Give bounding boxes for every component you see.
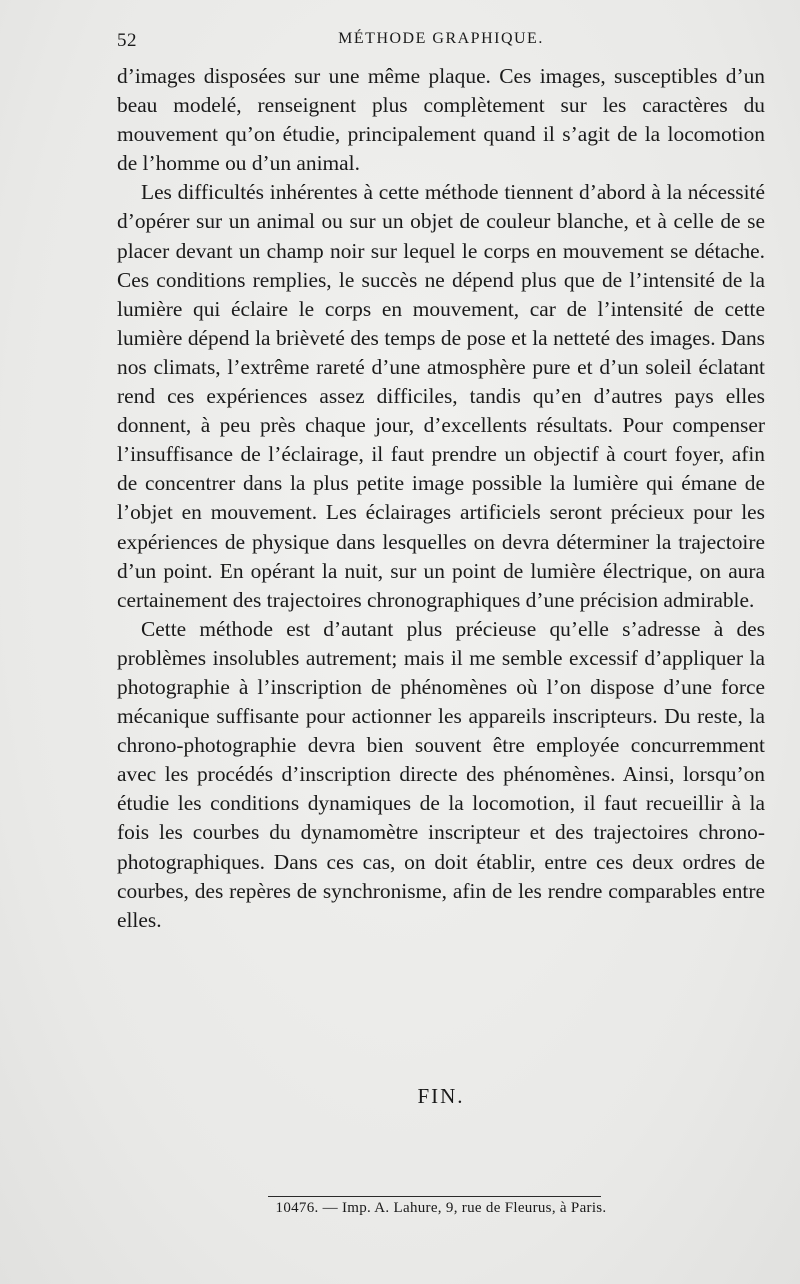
running-head (117, 30, 765, 54)
imprint-rule (268, 1196, 601, 1197)
paragraph-1: d’images disposées sur une même plaque. Ces images, susceptibles d’un beau modelé, renseignent plus complètement sur les caractères du mouvement qu’on étudie, principalement quand il s’agit de la locomotion de l’homme ou d’un animal. (117, 64, 765, 176)
body-text (117, 62, 765, 935)
printer-imprint: 10476. — Imp. A. Lahure, 9, rue de Fleurus, à Paris. (275, 1200, 607, 1216)
paragraph-2: Les difficultés inhérentes à cette méthode tiennent d’abord à la nécessité d’opérer sur un animal ou sur un objet de couleur blanche, et à celle de se placer devant un champ noir sur lequel le corps en mouvement se détache. Ces conditions remplies, le succès ne dépend plus que de l’intensité de la lumière qui éclaire le corps en mouvement, car de l’intensité de cette lumière dépend la brièveté des temps de pose et la netteté des images. Dans nos climats, l’extrême rareté d’une atmosphère pure et d’un soleil éclatant rend ces expériences assez difficiles, tandis qu’en d’autres pays elles donnent, à peu près chaque jour, d’excellents résultats. Pour compenser l’insuffisance de l’éclairage, il faut prendre un objectif à court foyer, afin de concentrer dans la plus petite image possible la lumière qui émane de l’objet en mouvement. Les éclairages artificiels seront précieux pour les expériences de physique dans lesquelles on devra déterminer la trajectoire d’un point. En opérant la nuit, sur un point de lumière électrique, on aura certainement des trajectoires chronographiques d’une précision admirable. (117, 180, 765, 612)
fin-label: FIN. (417, 1084, 465, 1108)
header-title: MÉTHODE GRAPHIQUE. (338, 30, 544, 47)
page-number: 52 (117, 30, 137, 51)
paragraph-3: Cette méthode est d’autant plus précieuse qu’elle s’adresse à des problèmes insolubles autrement; mais il me semble excessif d’appliquer la photographie à l’inscription de phénomènes où l’on dispose d’une force mécanique suffisante pour actionner les appareils inscripteurs. Du reste, la chrono-photographie devra bien souvent être employée concurremment avec les procédés d’inscription directe des phénomènes. Ainsi, lorsqu’on étudie les conditions dynamiques de la locomotion, il faut recueillir à la fois les courbes du dynamomètre inscripteur et des trajectoires chrono-photographiques. Dans ces cas, on doit établir, entre ces deux ordres de courbes, des repères de synchronisme, afin de les rendre comparables entre elles. (117, 616, 765, 932)
